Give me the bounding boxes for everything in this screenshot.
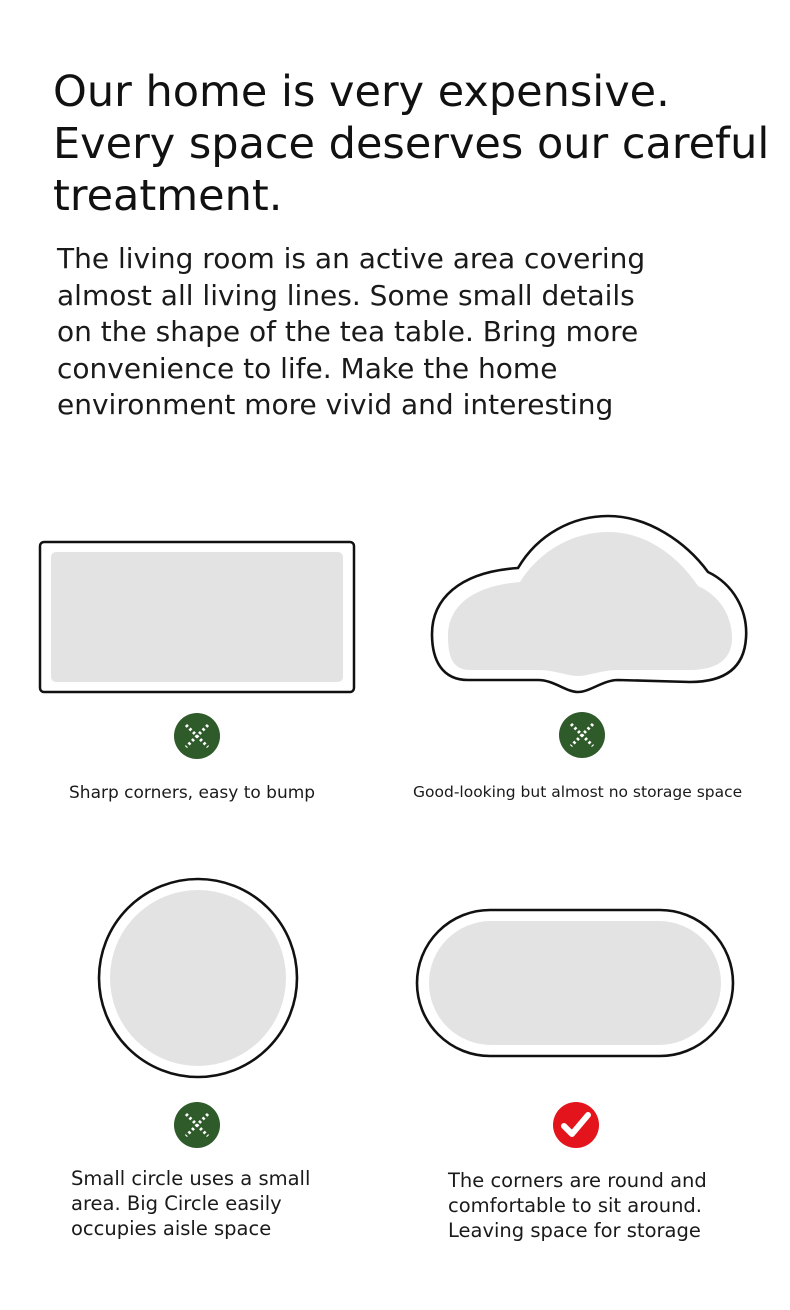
circle-caption: Small circle uses a small area. Big Circle easily occupies aisle space xyxy=(71,1167,311,1240)
intro-line-5: environment more vivid and interesting xyxy=(57,388,614,421)
intro-line-1: The living room is an active area covering xyxy=(57,242,646,275)
cross-icon xyxy=(174,1102,220,1148)
intro-line-4: convenience to life. Make the home xyxy=(57,351,558,385)
rectangle-table-illustration xyxy=(38,540,356,694)
check-icon xyxy=(553,1102,599,1148)
intro-line-3: on the shape of the tea table. Bring more xyxy=(57,315,639,348)
oval-table-illustration xyxy=(415,908,735,1058)
cloud-caption: Good-looking but almost no storage space xyxy=(413,783,743,801)
headline xyxy=(53,66,773,222)
cross-icon xyxy=(559,712,605,758)
oval-caption: The corners are round and comfortable to sit around. Leaving space for storage xyxy=(448,1169,707,1242)
circle-table-illustration xyxy=(96,876,300,1080)
headline-line-2: Every space deserves our careful xyxy=(53,119,770,169)
cross-icon xyxy=(174,713,220,759)
rectangle-caption: Sharp corners, easy to bump xyxy=(69,783,316,803)
headline-line-1: Our home is very expensive. xyxy=(53,67,670,117)
headline-line-3: treatment. xyxy=(53,171,283,221)
intro-paragraph xyxy=(57,241,697,424)
intro-line-2: almost all living lines. Some small details xyxy=(57,278,635,312)
cloud-table-illustration xyxy=(428,510,754,695)
